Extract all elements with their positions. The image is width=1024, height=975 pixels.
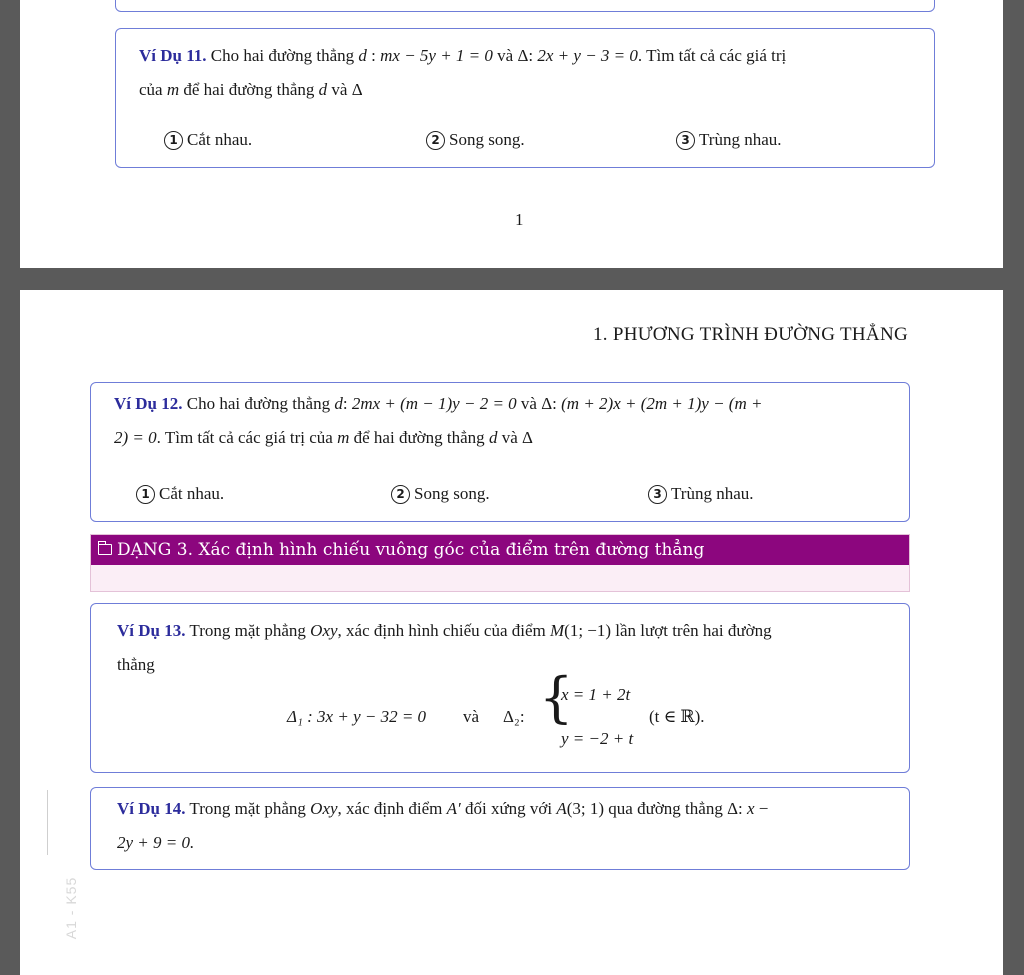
equation-delta: 2x + y − 3 = 0 [537,46,638,65]
circled-number: 2 [426,131,445,150]
equation-delta: (m + 2)x + (2m + 1)y − (m + [561,394,763,413]
section-header: 1. PHƯƠNG TRÌNH ĐƯỜNG THẲNG [592,324,908,345]
option-3: 3 Trùng nhau. [676,123,782,157]
circled-number: 1 [136,485,155,504]
example-11-box [115,28,935,168]
system-line-1: x = 1 + 2t [561,685,631,704]
example-11-line-2: của m để hai đường thẳng d và Δ [139,80,363,99]
option-1: 1 Cắt nhau. [136,477,224,511]
option-2: 2 Song song. [426,123,525,157]
option-1: 1 Cắt nhau. [164,123,252,157]
dang-3-title: DẠNG 3. Xác định hình chiếu vuông góc của điểm trên đường thẳng [117,540,705,560]
delta-2-label: Δ₂: [503,707,525,726]
circled-number: 1 [164,131,183,150]
option-3: 3 Trùng nhau. [648,477,754,511]
side-label: A1 - K55 [63,876,80,940]
example-12-line-2: 2) = 0. Tìm tất cả các giá trị của m để hai đường thẳng d và Δ [114,428,533,447]
example-14-box [90,787,910,870]
example-14-label: Ví Dụ 14. [117,799,186,818]
example-14-line-1: Ví Dụ 14. Trong mặt phẳng Oxy, xác định điểm A′ đối xứng với A(3; 1) qua đường thẳng Δ: x − [117,799,769,818]
example-12-box [90,382,910,522]
circled-number: 3 [676,131,695,150]
example-11-label: Ví Dụ 11. [139,46,207,65]
equation-d: mx − 5y + 1 = 0 [380,46,493,65]
page-1 [20,0,1003,268]
example-13-box [90,603,910,773]
folder-icon [98,544,112,555]
example-14-line-2: 2y + 9 = 0. [117,833,195,852]
dang-3-section [90,534,910,592]
previous-example-box [115,0,935,12]
example-11-line-1: Ví Dụ 11. Cho hai đường thẳng d : mx − 5y + 1 = 0 và Δ: 2x + y − 3 = 0. Tìm tất cả các giá trị [139,46,787,65]
option-2: 2 Song song. [391,477,490,511]
system-line-2: y = −2 + t [561,729,634,748]
and-word: và [463,707,480,726]
circled-number: 2 [391,485,410,504]
example-12-line-1: Ví Dụ 12. Cho hai đường thẳng d: 2mx + (m − 1)y − 2 = 0 và Δ: (m + 2)x + (2m + 1)y − (m + [114,394,763,413]
side-divider [47,790,48,855]
example-13-line-2: thẳng [117,655,155,674]
dang-3-title-bar [91,535,909,565]
page-2 [20,290,1003,975]
example-13-label: Ví Dụ 13. [117,621,186,640]
system-brace: { [539,666,574,729]
example-12-label: Ví Dụ 12. [114,394,183,413]
equation-d: 2mx + (m − 1)y − 2 = 0 [351,394,517,413]
page-number: 1 [515,210,524,229]
delta-1-equation: Δ₁ : 3x + y − 32 = 0 [287,707,427,726]
example-13-line-1: Ví Dụ 13. Trong mặt phẳng Oxy, xác định hình chiếu của điểm M(1; −1) lần lượt trên hai đường [117,621,772,640]
circled-number: 3 [648,485,667,504]
parameter-domain: (t ∈ ℝ). [649,707,705,726]
